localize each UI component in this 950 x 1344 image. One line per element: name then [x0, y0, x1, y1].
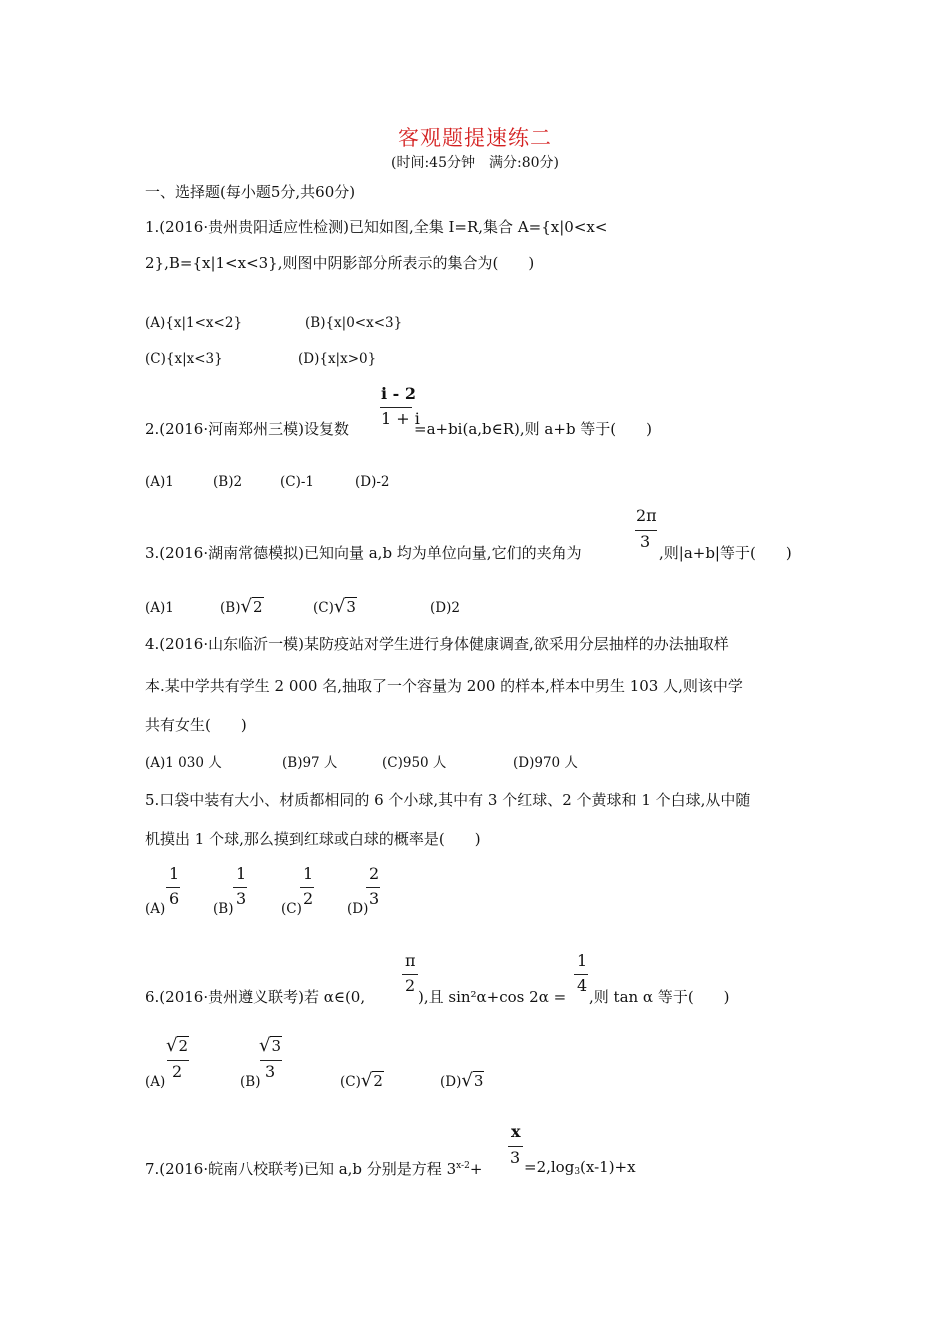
q3-suffix: ,则|a+b|等于( )	[659, 544, 792, 562]
q5-c-numerator: 1	[303, 864, 314, 883]
q6-pi-numerator: π	[405, 951, 416, 970]
q6-quarter-bar	[574, 974, 588, 975]
q6-d-radicand: 3	[473, 1072, 484, 1090]
q6-b-denominator: 3	[265, 1062, 276, 1081]
q6-b-sqrt: √3	[259, 1035, 282, 1056]
q5-a-bar	[166, 887, 180, 888]
q4-option-d: (D)970 人	[513, 755, 578, 771]
q6-option-b: (B)	[240, 1074, 261, 1090]
q2-prefix: 2.(2016·河南郑州三模)设复数	[145, 420, 349, 438]
q2-option-b: (B)2	[213, 474, 243, 490]
q3-option-c	[313, 596, 357, 617]
q6-option-d	[440, 1070, 484, 1091]
q5-d-numerator: 2	[369, 864, 380, 883]
q2-option-a: (A)1	[145, 474, 174, 490]
page-title: 客观题提速练二	[398, 126, 552, 150]
q7-exponent: x-2	[456, 1161, 470, 1171]
q6-option-c-label: (C)	[340, 1074, 361, 1090]
q5-line1: 5.口袋中装有大小、材质都相同的 6 个小球,其中有 3 个红球、2 个黄球和 1 个白球,从中随	[145, 791, 751, 809]
q6-b-bar	[260, 1060, 282, 1061]
q6-a-bar	[167, 1060, 189, 1061]
section-heading: 一、选择题(每小题5分,共60分)	[145, 183, 356, 201]
q6-a-denominator: 2	[172, 1062, 183, 1081]
q7-suffix	[524, 1158, 636, 1177]
q1-option-d: (D){x|x>0}	[298, 351, 377, 367]
q2-fraction-numerator: i - 2	[381, 384, 416, 403]
q4-line1: 4.(2016·山东临沂一模)某防疫站对学生进行身体健康调查,欲采用分层抽样的办法抽取样	[145, 635, 729, 653]
q1-line2: 2},B={x|1<x<3},则图中阴影部分所表示的集合为( )	[145, 254, 535, 272]
q1-option-b: (B){x|0<x<3}	[305, 315, 403, 331]
q3-option-b	[220, 596, 264, 617]
q6-quarter-denominator: 4	[577, 976, 588, 995]
q6-a-radicand: 2	[178, 1037, 189, 1055]
q5-option-d: (D)	[347, 901, 369, 917]
q2-fraction-denominator: 1 + i	[381, 409, 420, 428]
q6-pi-denominator: 2	[405, 976, 416, 995]
q7-fraction-bar	[508, 1146, 523, 1147]
q4-option-a: (A)1 030 人	[145, 755, 222, 771]
q3-prefix: 3.(2016·湖南常德模拟)已知向量 a,b 均为单位向量,它们的夹角为	[145, 544, 582, 562]
q2-suffix: =a+bi(a,b∈R),则 a+b 等于( )	[414, 420, 653, 438]
q2-fraction-bar	[380, 407, 412, 408]
q5-a-numerator: 1	[169, 864, 180, 883]
q5-line2: 机摸出 1 个球,那么摸到红球或白球的概率是( )	[145, 830, 481, 848]
q5-d-denominator: 3	[369, 889, 380, 908]
q7-prefix-text: 7.(2016·皖南八校联考)已知 a,b 分别是方程 3	[145, 1160, 457, 1178]
q2-option-d: (D)-2	[355, 474, 390, 490]
q5-option-b: (B)	[213, 901, 234, 917]
q6-b-radicand: 3	[271, 1037, 282, 1055]
q3-option-d: (D)2	[430, 600, 460, 616]
q6-a-sqrt: √2	[166, 1035, 189, 1056]
q5-option-c: (C)	[281, 901, 302, 917]
q7-plus: +	[469, 1160, 483, 1178]
q7-mid: =2,log	[524, 1158, 575, 1176]
q5-c-bar	[300, 887, 314, 888]
q3-option-c-radicand: 3	[346, 598, 356, 616]
q3-option-b-label: (B)	[220, 600, 241, 616]
q4-option-c: (C)950 人	[382, 755, 447, 771]
q5-d-bar	[366, 887, 380, 888]
q7-log-base: 3	[574, 1167, 581, 1177]
q4-line2: 本.某中学共有学生 2 000 名,抽取了一个容量为 200 的样本,样本中男生 103 人,则该中学	[145, 677, 743, 695]
q1-option-a: (A){x|1<x<2}	[145, 315, 243, 331]
q6-c-radicand: 2	[373, 1072, 383, 1090]
q5-a-denominator: 6	[169, 889, 180, 908]
q3-option-c-label: (C)	[313, 600, 334, 616]
q6-quarter-numerator: 1	[577, 951, 588, 970]
q7-tail: (x-1)+x	[580, 1158, 636, 1176]
q7-fraction-denominator: 3	[510, 1148, 521, 1167]
q6-option-c	[340, 1070, 384, 1091]
q4-line3: 共有女生( )	[145, 716, 247, 734]
q7-prefix	[145, 1158, 482, 1179]
q3-fraction-bar	[635, 530, 657, 531]
time-score-note: (时间:45分钟 满分:80分)	[391, 155, 559, 171]
q1-option-c: (C){x|x<3}	[145, 351, 223, 367]
q3-option-b-radicand: 2	[252, 598, 263, 616]
q3-fraction-denominator: 3	[640, 532, 651, 551]
q2-option-c: (C)-1	[280, 474, 315, 490]
q3-fraction-numerator: 2π	[636, 506, 657, 525]
q3-option-a: (A)1	[145, 600, 174, 616]
sqrt-icon: √3	[333, 596, 356, 617]
q5-b-denominator: 3	[236, 889, 247, 908]
q5-option-a: (A)	[145, 901, 166, 917]
q4-option-b: (B)97 人	[282, 755, 338, 771]
q5-b-numerator: 1	[236, 864, 247, 883]
q1-line1: 1.(2016·贵州贵阳适应性检测)已知如图,全集 I=R,集合 A={x|0<x<	[145, 218, 608, 236]
q5-b-bar	[233, 887, 247, 888]
q7-fraction-numerator: x	[511, 1122, 521, 1141]
q6-suffix: ,则 tan α 等于( )	[589, 988, 730, 1006]
q6-pi-bar	[402, 974, 418, 975]
q6-option-a: (A)	[145, 1074, 166, 1090]
q5-c-denominator: 2	[303, 889, 314, 908]
sqrt-icon: √2	[360, 1070, 383, 1091]
q6-mid: ),且 sin²α+cos 2α =	[418, 988, 567, 1006]
sqrt-icon: √3	[461, 1070, 484, 1091]
q6-option-d-label: (D)	[440, 1074, 462, 1090]
sqrt-icon: √2	[240, 596, 263, 617]
q6-prefix: 6.(2016·贵州遵义联考)若 α∈(0,	[145, 988, 366, 1006]
